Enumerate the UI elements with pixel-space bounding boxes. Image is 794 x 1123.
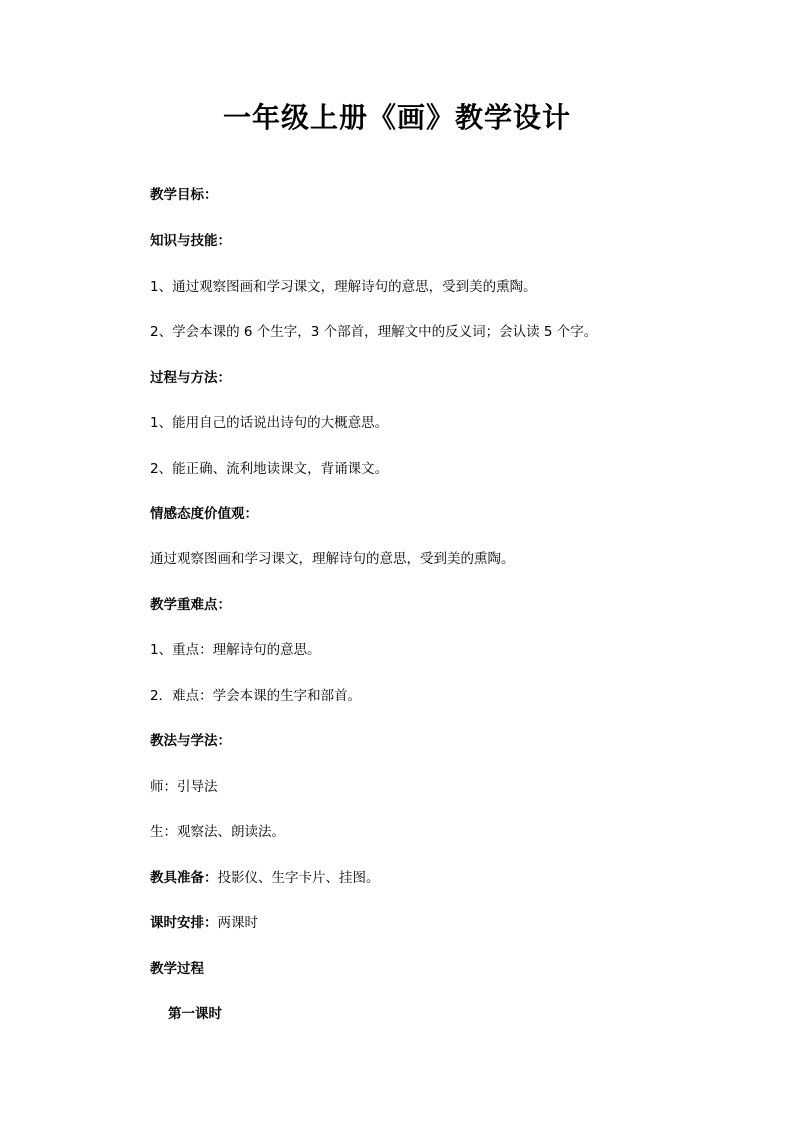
key-point-item: 2．难点：学会本课的生字和部首。: [150, 688, 362, 704]
emotion-text: 通过观察图画和学习课文，理解诗句的意思，受到美的熏陶。: [150, 551, 515, 567]
process-heading: 过程与方法：: [150, 370, 231, 386]
knowledge-item: 2、学会本课的 6 个生字，3 个部首，理解文中的反义词；会认读 5 个字。: [150, 324, 598, 340]
knowledge-item: 1、通过观察图画和学习课文，理解诗句的意思，受到美的熏陶。: [150, 279, 537, 295]
tools-value: 投影仪、生字卡片、挂图。: [217, 870, 380, 886]
key-point-item: 1、重点：理解诗句的意思。: [150, 642, 321, 658]
schedule-label: 课时安排：: [150, 915, 218, 931]
knowledge-heading: 知识与技能：: [150, 233, 231, 249]
document-title: 一年级上册《画》教学设计: [222, 101, 571, 134]
emotion-heading: 情感态度价值观：: [150, 506, 258, 522]
objectives-heading: 教学目标：: [150, 187, 218, 203]
schedule-value: 两课时: [217, 915, 258, 931]
process-item: 1、能用自己的话说出诗句的大概意思。: [150, 415, 389, 431]
tools-label: 教具准备：: [150, 870, 218, 886]
methods-heading: 教法与学法：: [150, 733, 231, 749]
key-points-heading: 教学重难点：: [150, 597, 231, 613]
process-section-heading: 教学过程: [150, 961, 204, 977]
process-item: 2、能正确、流利地读课文，背诵课文。: [150, 461, 389, 477]
tools-line: [150, 868, 380, 888]
first-lesson-heading: 第一课时: [168, 1006, 222, 1022]
method-item: 生：观察法、朗读法。: [150, 824, 285, 840]
method-item: 师：引导法: [150, 779, 218, 795]
schedule-line: [150, 913, 258, 933]
